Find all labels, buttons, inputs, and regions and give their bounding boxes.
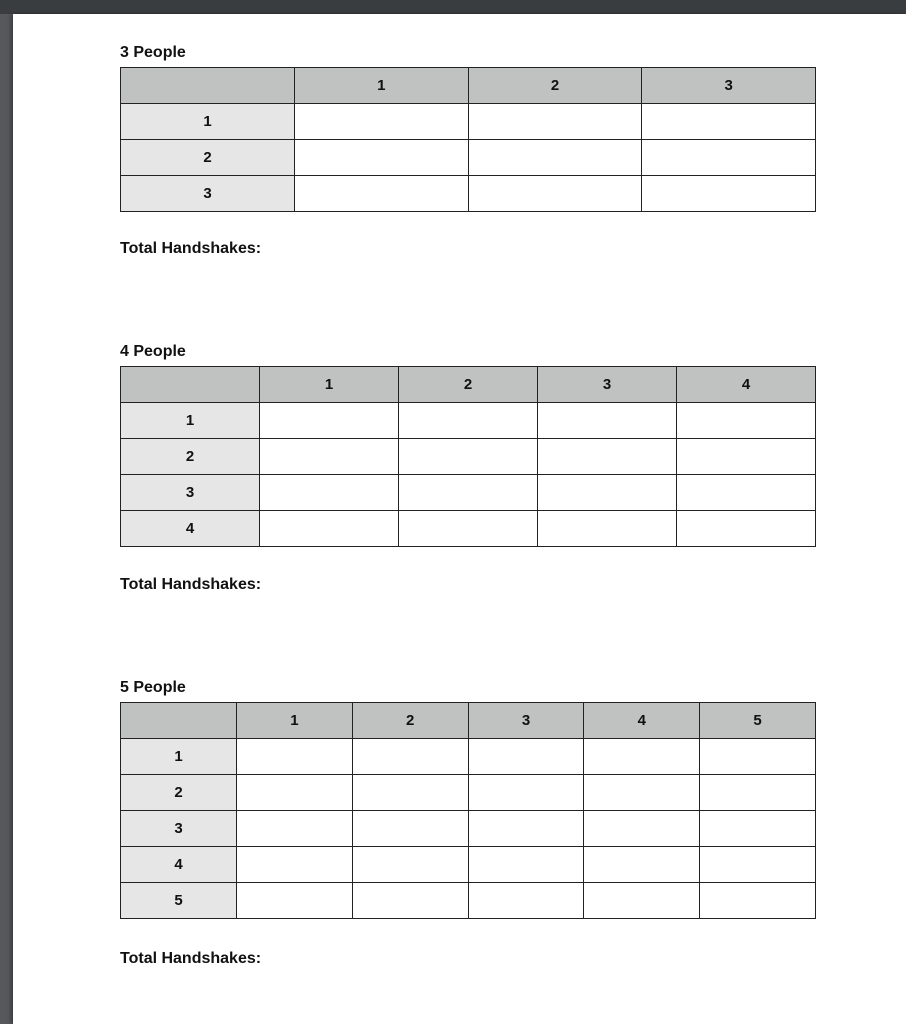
empty-cell xyxy=(468,104,642,140)
empty-cell xyxy=(700,847,816,883)
table-row xyxy=(121,883,816,919)
table-row xyxy=(121,403,816,439)
empty-cell xyxy=(468,176,642,212)
table-row xyxy=(121,847,816,883)
empty-cell xyxy=(399,511,538,547)
empty-cell xyxy=(468,811,584,847)
table-row xyxy=(121,140,816,176)
header-row xyxy=(121,703,816,739)
row-header: 5 xyxy=(121,883,237,919)
section-title: 3 People xyxy=(120,44,186,61)
table-row xyxy=(121,176,816,212)
empty-cell xyxy=(468,775,584,811)
row-header: 2 xyxy=(121,775,237,811)
row-header: 2 xyxy=(121,439,260,475)
viewer-top-bar xyxy=(0,0,906,14)
column-header: 2 xyxy=(468,68,642,104)
empty-cell xyxy=(700,811,816,847)
empty-cell xyxy=(399,403,538,439)
table-row xyxy=(121,439,816,475)
total-handshakes-label: Total Handshakes: xyxy=(120,950,262,967)
table-row xyxy=(121,811,816,847)
table-row xyxy=(121,739,816,775)
header-row xyxy=(121,68,816,104)
column-header: 4 xyxy=(677,367,816,403)
row-header: 3 xyxy=(121,811,237,847)
empty-cell xyxy=(677,439,816,475)
empty-cell xyxy=(352,847,468,883)
empty-cell xyxy=(260,511,399,547)
empty-cell xyxy=(352,775,468,811)
empty-cell xyxy=(468,883,584,919)
empty-cell xyxy=(399,475,538,511)
table-row xyxy=(121,104,816,140)
header-row xyxy=(121,367,816,403)
empty-cell xyxy=(538,475,677,511)
empty-cell xyxy=(399,439,538,475)
column-header: 2 xyxy=(399,367,538,403)
empty-cell xyxy=(237,775,353,811)
empty-cell xyxy=(468,739,584,775)
handshake-table xyxy=(120,67,816,212)
row-header: 4 xyxy=(121,511,260,547)
empty-cell xyxy=(584,883,700,919)
empty-cell xyxy=(677,475,816,511)
handshake-table xyxy=(120,366,816,547)
empty-cell xyxy=(642,104,816,140)
total-handshakes-label: Total Handshakes: xyxy=(120,240,262,257)
row-header: 2 xyxy=(121,140,295,176)
empty-cell xyxy=(295,140,469,176)
empty-cell xyxy=(642,140,816,176)
empty-cell xyxy=(260,475,399,511)
empty-cell xyxy=(237,883,353,919)
empty-cell xyxy=(295,176,469,212)
column-header: 3 xyxy=(468,703,584,739)
empty-cell xyxy=(352,883,468,919)
column-header: 4 xyxy=(584,703,700,739)
row-header: 1 xyxy=(121,403,260,439)
empty-cell xyxy=(584,739,700,775)
table-row xyxy=(121,511,816,547)
empty-cell xyxy=(352,739,468,775)
section-title: 4 People xyxy=(120,343,186,360)
empty-cell xyxy=(352,811,468,847)
empty-cell xyxy=(468,140,642,176)
empty-cell xyxy=(677,511,816,547)
row-header: 3 xyxy=(121,475,260,511)
empty-cell xyxy=(237,847,353,883)
empty-cell xyxy=(584,811,700,847)
empty-cell xyxy=(700,739,816,775)
corner-cell xyxy=(121,703,237,739)
empty-cell xyxy=(700,883,816,919)
column-header: 2 xyxy=(352,703,468,739)
empty-cell xyxy=(584,775,700,811)
empty-cell xyxy=(642,176,816,212)
total-handshakes-label: Total Handshakes: xyxy=(120,576,262,593)
empty-cell xyxy=(538,439,677,475)
table-row xyxy=(121,475,816,511)
column-header: 1 xyxy=(295,68,469,104)
row-header: 1 xyxy=(121,104,295,140)
empty-cell xyxy=(677,403,816,439)
empty-cell xyxy=(538,511,677,547)
empty-cell xyxy=(468,847,584,883)
row-header: 4 xyxy=(121,847,237,883)
empty-cell xyxy=(584,847,700,883)
section-title: 5 People xyxy=(120,679,186,696)
empty-cell xyxy=(538,403,677,439)
empty-cell xyxy=(260,439,399,475)
column-header: 1 xyxy=(237,703,353,739)
empty-cell xyxy=(237,739,353,775)
column-header: 3 xyxy=(642,68,816,104)
empty-cell xyxy=(700,775,816,811)
column-header: 5 xyxy=(700,703,816,739)
row-header: 3 xyxy=(121,176,295,212)
empty-cell xyxy=(295,104,469,140)
row-header: 1 xyxy=(121,739,237,775)
corner-cell xyxy=(121,68,295,104)
document-page xyxy=(13,14,906,1024)
column-header: 3 xyxy=(538,367,677,403)
empty-cell xyxy=(237,811,353,847)
empty-cell xyxy=(260,403,399,439)
table-row xyxy=(121,775,816,811)
column-header: 1 xyxy=(260,367,399,403)
corner-cell xyxy=(121,367,260,403)
handshake-table xyxy=(120,702,816,919)
